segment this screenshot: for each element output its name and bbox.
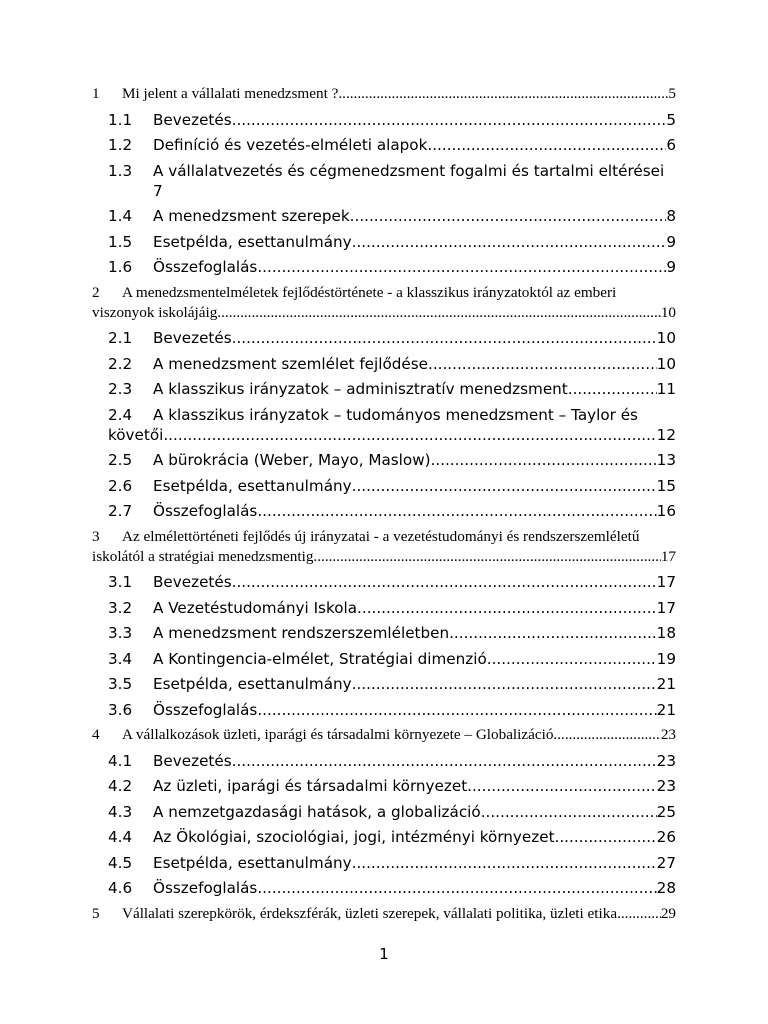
page-number: 9 — [666, 258, 676, 276]
section-title: Definíció és vezetés-elméleti alapok — [153, 136, 428, 154]
toc-chapter-4 — [92, 725, 676, 745]
page-number: 5 — [668, 85, 676, 102]
dot-leader — [568, 379, 657, 399]
dot-leader — [313, 547, 660, 567]
toc-section-2-3 — [92, 379, 676, 399]
dot-leader — [352, 232, 667, 252]
toc-section-2-7 — [92, 501, 676, 521]
section-title-continuation: követői — [108, 425, 164, 444]
page-number: 18 — [656, 624, 676, 642]
dot-leader — [428, 354, 657, 374]
toc-section-3-6 — [92, 700, 676, 720]
page-number: 10 — [660, 303, 676, 321]
page-number: 19 — [656, 649, 676, 668]
toc-section-4-1 — [92, 751, 676, 771]
toc-section-3-3 — [92, 623, 676, 643]
toc-section-1-1 — [92, 110, 676, 130]
dot-leader — [232, 751, 657, 771]
section-number: 3.1 — [108, 573, 133, 591]
toc-section-4-6 — [92, 878, 676, 898]
section-number: 2.1 — [108, 329, 133, 347]
dot-leader — [617, 904, 661, 924]
section-number: 2.6 — [108, 476, 133, 495]
section-number: 4.2 — [108, 777, 133, 795]
dot-leader — [467, 776, 657, 796]
chapter-title: A vállalkozások üzleti, iparági és társadalmi környezete – Globalizáció — [122, 726, 554, 743]
section-number: 2.2 — [108, 354, 133, 373]
chapter-title: Mi jelent a vállalati menedzsment ? — [122, 85, 339, 102]
section-number: 1.4 — [108, 207, 133, 225]
dot-leader — [352, 674, 657, 694]
section-number: 4.5 — [108, 853, 133, 872]
section-title: Összefoglalás — [153, 258, 258, 276]
page-number: 5 — [666, 110, 676, 129]
toc-section-2-5 — [92, 450, 676, 470]
page-number: 27 — [656, 853, 676, 872]
section-title: Bevezetés — [153, 751, 232, 770]
toc-section-1-4 — [92, 206, 676, 226]
toc-chapter-5 — [92, 904, 676, 924]
page-number: 10 — [656, 354, 676, 373]
page-number: 17 — [656, 598, 676, 617]
section-number: 3.4 — [108, 649, 133, 668]
section-number: 4.6 — [108, 879, 133, 897]
section-title: Esetpélda, esettanulmány — [153, 675, 352, 693]
dot-leader — [257, 501, 656, 521]
section-title: Esetpélda, esettanulmány — [153, 232, 352, 251]
section-title: A klasszikus irányzatok – tudományos menedzsment – Taylor és — [153, 405, 638, 424]
page-number: 23 — [660, 726, 676, 743]
page-number: 9 — [666, 232, 676, 251]
section-number: 1.2 — [108, 136, 133, 154]
page-number: 6 — [666, 136, 676, 154]
page-number: 21 — [656, 675, 676, 693]
section-number: 1.1 — [108, 110, 133, 129]
section-title: Esetpélda, esettanulmány — [153, 853, 352, 872]
chapter-title-continuation: iskolától a stratégiai menedzsmentig — [92, 547, 314, 565]
chapter-number: 1 — [92, 85, 100, 102]
dot-leader — [357, 598, 657, 618]
section-title: A nemzetgazdasági hatások, a globalizáció — [153, 802, 481, 821]
page-number: 25 — [656, 802, 676, 821]
toc-section-4-2 — [92, 776, 676, 796]
section-number: 1.3 — [108, 161, 133, 180]
toc-section-4-4 — [92, 827, 676, 847]
toc-section-3-4 — [92, 649, 676, 669]
toc-section-3-2 — [92, 598, 676, 618]
dot-leader — [257, 257, 666, 277]
section-title: Összefoglalás — [153, 502, 258, 520]
section-title: Összefoglalás — [153, 879, 258, 897]
dot-leader — [352, 853, 657, 873]
chapter-title-continuation: viszonyok iskolájáig — [92, 303, 218, 321]
section-number: 2.5 — [108, 451, 133, 469]
section-title: Az Ökológiai, szociológiai, jogi, intézményi környezet — [153, 828, 555, 846]
section-title: Bevezetés — [153, 573, 232, 591]
section-number: 4.4 — [108, 828, 133, 846]
page-number: 13 — [656, 451, 676, 469]
toc-section-3-5 — [92, 674, 676, 694]
dot-leader — [232, 572, 657, 592]
section-title: A menedzsment szerepek — [153, 207, 350, 225]
toc-chapter-2 — [92, 283, 676, 323]
toc-section-2-2 — [92, 354, 676, 374]
chapter-title: Az elmélettörténeti fejlődés új irányzatai - a vezetéstudományi és rendszerszemléletű — [122, 527, 640, 545]
section-title: A Vezetéstudományi Iskola — [153, 598, 358, 617]
toc-chapter-1 — [92, 84, 676, 104]
chapter-title: A menedzsmentelméletek fejlődéstörténete - a klasszikus irányzatoktól az emberi — [122, 283, 617, 301]
section-title: A klasszikus irányzatok – adminisztratív menedzsment — [153, 380, 568, 398]
page-number: 11 — [656, 380, 676, 398]
section-number: 4.3 — [108, 802, 133, 821]
section-number: 2.4 — [108, 405, 133, 424]
section-title: Az üzleti, iparági és társadalmi környezet — [153, 777, 468, 795]
page-number: 10 — [656, 329, 676, 347]
section-title: A Kontingencia-elmélet, Stratégiai dimenzió — [153, 649, 487, 668]
toc-section-1-6 — [92, 257, 676, 277]
toc-section-2-6 — [92, 476, 676, 496]
section-number: 3.3 — [108, 624, 133, 642]
section-number: 2.3 — [108, 380, 133, 398]
section-title: A menedzsment rendszerszemléletben — [153, 624, 450, 642]
dot-leader — [163, 425, 656, 445]
toc-section-1-5 — [92, 232, 676, 252]
page-number: 21 — [656, 700, 676, 719]
dot-leader — [487, 649, 657, 669]
section-number: 3.5 — [108, 675, 133, 693]
page-number: 17 — [660, 547, 676, 565]
dot-leader — [232, 328, 657, 348]
section-title: Bevezetés — [153, 110, 232, 129]
section-number: 3.6 — [108, 700, 133, 719]
page-number: 28 — [656, 879, 676, 897]
section-title: Bevezetés — [153, 329, 232, 347]
page-number: 26 — [656, 828, 676, 846]
page-number: 7 — [153, 181, 163, 200]
dot-leader — [427, 135, 666, 155]
chapter-title: Vállalati szerepkörök, érdekszférák, üzleti szerepek, vállalati politika, üzleti etika — [122, 904, 618, 922]
section-title: Esetpélda, esettanulmány — [153, 476, 352, 495]
section-number: 1.5 — [108, 232, 133, 251]
section-title: A bürokrácia (Weber, Mayo, Maslow) — [153, 451, 431, 469]
toc-section-2-1 — [92, 328, 676, 348]
chapter-number: 3 — [92, 527, 100, 545]
dot-leader — [352, 476, 657, 496]
footer-page-number: 1 — [379, 945, 389, 963]
section-title: A vállalatvezetés és cégmenedzsment fogalmi és tartalmi eltérései — [153, 161, 665, 180]
toc-chapter-3 — [92, 527, 676, 567]
dot-leader — [232, 110, 667, 130]
section-title: A menedzsment szemlélet fejlődése — [153, 354, 428, 373]
chapter-number: 5 — [92, 904, 100, 922]
dot-leader — [257, 878, 656, 898]
toc-section-1-3 — [92, 161, 676, 201]
page-number: 23 — [656, 751, 676, 770]
toc-section-4-3 — [92, 802, 676, 822]
dot-leader — [350, 206, 667, 226]
page-number: 17 — [656, 573, 676, 591]
section-number: 1.6 — [108, 258, 133, 276]
page-number: 15 — [656, 476, 676, 495]
toc-section-1-2 — [92, 135, 676, 155]
dot-leader — [449, 623, 657, 643]
section-number: 2.7 — [108, 502, 133, 520]
dot-leader — [481, 802, 657, 822]
dot-leader — [553, 725, 660, 745]
section-title: Összefoglalás — [153, 700, 258, 719]
chapter-number: 4 — [92, 726, 100, 743]
page-number: 29 — [660, 904, 676, 922]
section-number: 4.1 — [108, 751, 133, 770]
dot-leader — [555, 827, 657, 847]
page-number: 16 — [656, 502, 676, 520]
toc-section-4-5 — [92, 853, 676, 873]
page-number: 23 — [656, 777, 676, 795]
dot-leader — [257, 700, 656, 720]
dot-leader — [338, 84, 668, 104]
section-number: 3.2 — [108, 598, 133, 617]
toc-section-3-1 — [92, 572, 676, 592]
page-number: 8 — [666, 207, 676, 225]
toc-section-2-4 — [92, 405, 676, 445]
table-of-contents — [92, 84, 676, 929]
dot-leader — [217, 303, 661, 323]
chapter-number: 2 — [92, 283, 100, 301]
dot-leader — [431, 450, 657, 470]
page-number: 12 — [656, 425, 676, 444]
